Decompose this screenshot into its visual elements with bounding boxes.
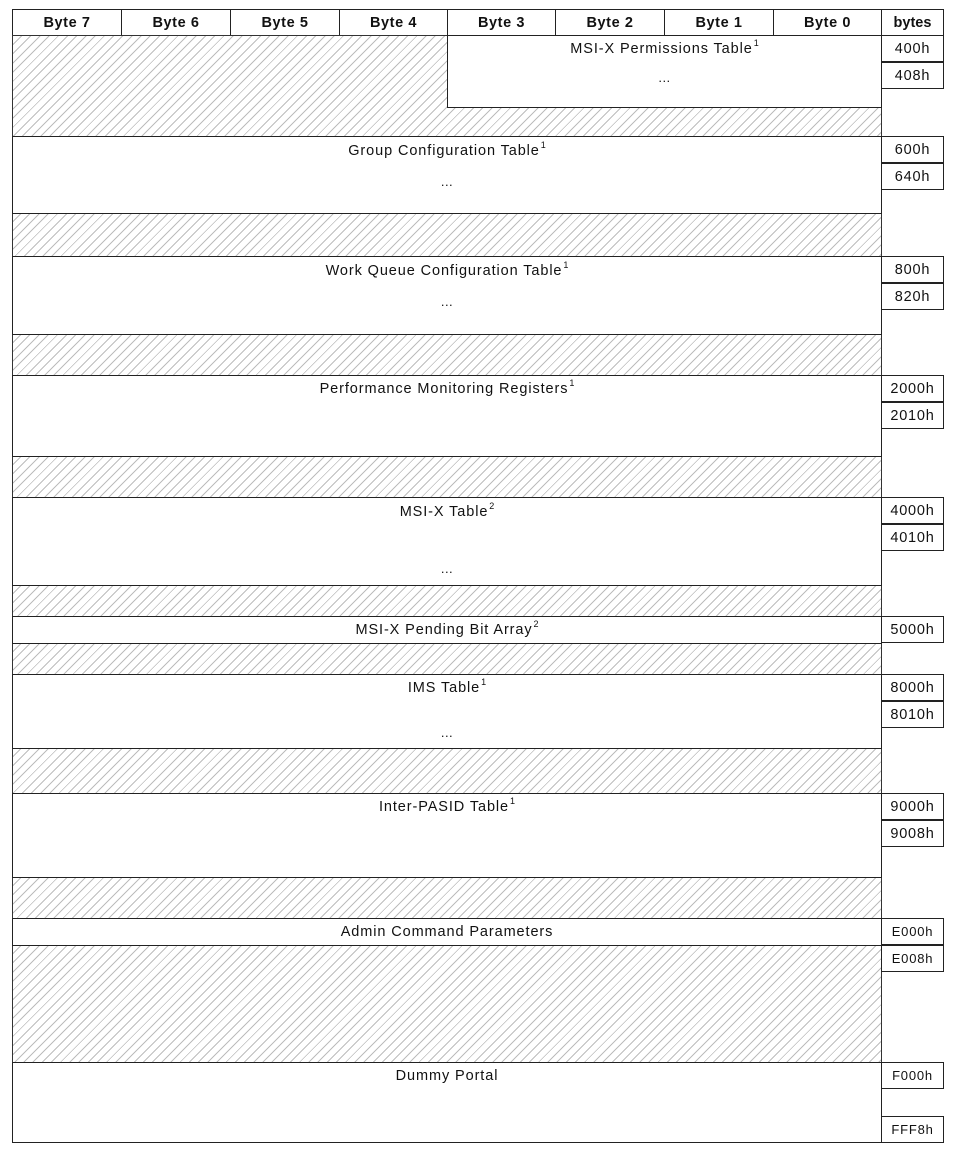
work-queue-configuration-title: Work Queue Configuration Table$^1$ bbox=[325, 260, 569, 279]
msix-pending-bit-array bbox=[12, 616, 882, 644]
admin-command-parameters bbox=[12, 918, 882, 946]
header-byte-7: Byte 7 bbox=[12, 9, 122, 36]
header-byte-0: Byte 0 bbox=[773, 9, 882, 36]
offset-4010h: 4010h bbox=[881, 524, 944, 551]
msix-permissions-title: MSI-X Permissions Table$^1$ bbox=[570, 38, 759, 57]
offset-640h: 640h bbox=[881, 163, 944, 190]
offset-820h: 820h bbox=[881, 283, 944, 310]
msix-table-title: MSI-X Table$^2$ bbox=[399, 501, 495, 520]
inter-pasid-title: Inter-PASID Table$^1$ bbox=[378, 796, 516, 815]
work-queue-configuration-ellipsis: ... bbox=[440, 294, 454, 309]
header-byte-3: Byte 3 bbox=[447, 9, 556, 36]
header-byte-1: Byte 1 bbox=[664, 9, 774, 36]
admin-command-title: Admin Command Parameters bbox=[340, 924, 554, 940]
msix-permissions-ellipsis: ... bbox=[658, 70, 671, 85]
offset-2000h: 2000h bbox=[881, 375, 944, 402]
header-byte-4: Byte 4 bbox=[339, 9, 448, 36]
ims-table bbox=[12, 674, 882, 749]
reserved-area-2 bbox=[12, 212, 882, 257]
performance-monitoring-title: Performance Monitoring Registers$^1$ bbox=[319, 378, 575, 397]
ims-table-ellipsis: ... bbox=[440, 725, 454, 740]
dummy-portal-title: Dummy Portal bbox=[395, 1068, 499, 1084]
inter-pasid-table bbox=[12, 793, 882, 878]
group-configuration-title: Group Configuration Table$^1$ bbox=[348, 140, 546, 159]
offset-800h: 800h bbox=[881, 256, 944, 283]
header-bytes: bytes bbox=[881, 9, 944, 36]
group-configuration-table bbox=[12, 136, 882, 214]
header-byte-5: Byte 5 bbox=[230, 9, 340, 36]
msix-permissions-table bbox=[447, 35, 882, 108]
offset-9008h: 9008h bbox=[881, 820, 944, 847]
reserved-area-9 bbox=[12, 944, 882, 1063]
offset-408h: 408h bbox=[881, 62, 944, 89]
offset-600h: 600h bbox=[881, 136, 944, 163]
offset-4000h: 4000h bbox=[881, 497, 944, 524]
reserved-area-3 bbox=[12, 333, 882, 376]
ims-table-title: IMS Table$^1$ bbox=[407, 677, 487, 696]
offset-fff8h: FFF8h bbox=[881, 1116, 944, 1143]
dummy-portal bbox=[12, 1062, 882, 1143]
reserved-area-7 bbox=[12, 747, 882, 794]
performance-monitoring-registers bbox=[12, 375, 882, 457]
msix-table-ellipsis: ... bbox=[440, 561, 454, 576]
reserved-area-6 bbox=[12, 642, 882, 675]
offset-e008h: E008h bbox=[881, 945, 944, 972]
offset-9000h: 9000h bbox=[881, 793, 944, 820]
offset-5000h: 5000h bbox=[881, 616, 944, 643]
reserved-area-4 bbox=[12, 455, 882, 498]
group-configuration-ellipsis: ... bbox=[440, 174, 454, 189]
offset-2010h: 2010h bbox=[881, 402, 944, 429]
msix-table bbox=[12, 497, 882, 586]
header-byte-2: Byte 2 bbox=[555, 9, 665, 36]
offset-400h: 400h bbox=[881, 35, 944, 62]
offset-8000h: 8000h bbox=[881, 674, 944, 701]
offset-e000h: E000h bbox=[881, 918, 944, 945]
offset-f000h: F000h bbox=[881, 1062, 944, 1089]
msix-pba-title: MSI-X Pending Bit Array$^2$ bbox=[355, 619, 539, 638]
header-byte-6: Byte 6 bbox=[121, 9, 231, 36]
reserved-area-8 bbox=[12, 876, 882, 919]
reserved-area-5 bbox=[12, 584, 882, 617]
work-queue-configuration-table bbox=[12, 256, 882, 335]
offset-8010h: 8010h bbox=[881, 701, 944, 728]
